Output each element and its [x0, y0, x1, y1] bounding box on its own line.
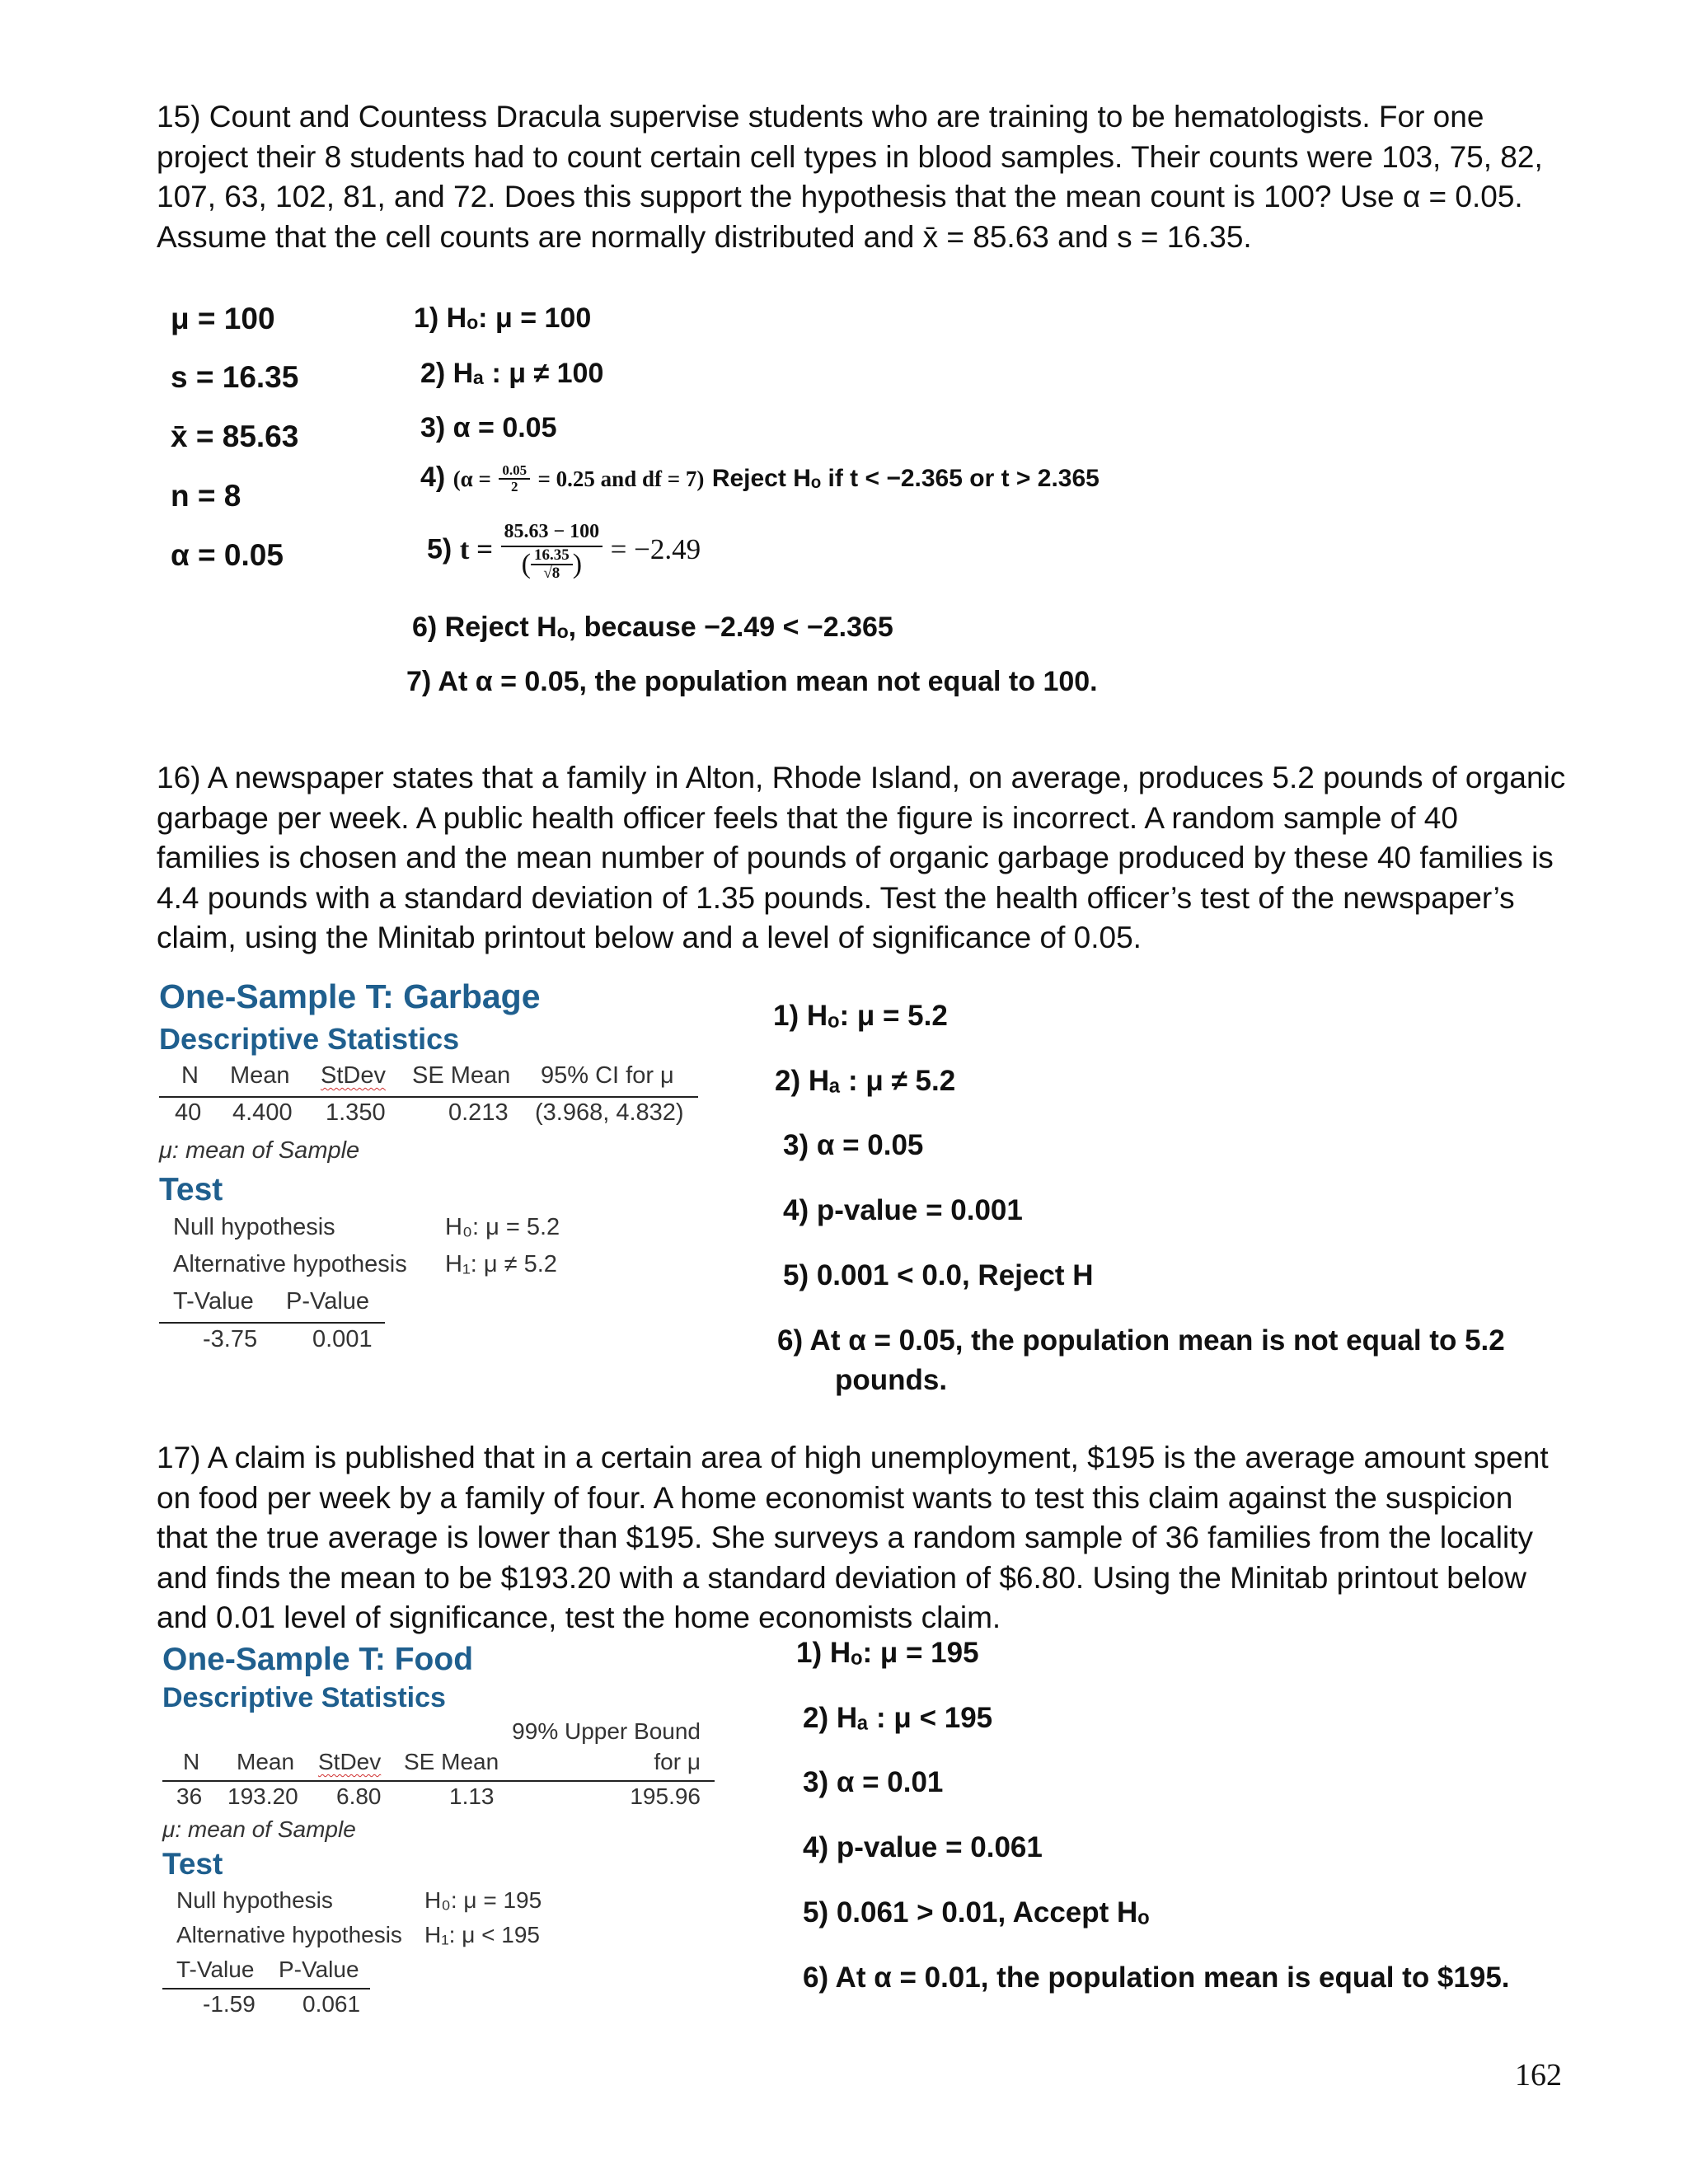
q15-step5-inner-den: √8	[543, 565, 560, 582]
q17-val-n: 36	[176, 1783, 203, 1809]
q16-step-3: 3) α = 0.05	[783, 1129, 924, 1161]
q16-val-ci: (3.968, 4.832)	[535, 1099, 684, 1126]
q16-step-2: 2) Hₐ : μ ≠ 5.2	[775, 1065, 956, 1097]
q16-val-n: 40	[175, 1099, 202, 1126]
q17-step-4: 4) p-value = 0.061	[803, 1831, 1043, 1863]
q15-step5-result: = −2.49	[610, 533, 701, 565]
q17-question	[157, 1438, 1558, 1638]
q16-null-label: Null hypothesis	[173, 1214, 335, 1240]
q16-step-1: 1) Hₒ: μ = 5.2	[773, 1000, 948, 1032]
page-number: 162	[1515, 2058, 1562, 2093]
q17-tvalue: -1.59	[203, 1991, 256, 2017]
q16-step-6: 6) At α = 0.05, the population mean is not equal to 5.2	[777, 1324, 1505, 1357]
q17-pvalue: 0.061	[302, 1991, 361, 2017]
q17-col-bound: for μ	[654, 1749, 701, 1774]
q16-step-4: 4) p-value = 0.001	[783, 1194, 1023, 1226]
q16-col-semean: SE Mean	[412, 1062, 511, 1089]
q17-col-stdev: StDev	[318, 1749, 382, 1774]
q15-line: project their 8 students had to count certain cell types in blood samples. Their counts were 103, 75, 82,	[157, 139, 1543, 174]
q17-pvalue-header: P-Value	[279, 1957, 359, 1982]
q16-val-stdev: 1.350	[326, 1099, 386, 1126]
q15-question	[157, 97, 1558, 257]
q15-step5-t: t =	[459, 533, 494, 565]
q15-step-7: 7) At α = 0.05, the population mean not equal to 100.	[406, 666, 1098, 697]
q17-line: 17) A claim is published that in a certain area of high unemployment, $195 is the average amount spent	[157, 1441, 1549, 1474]
q15-step4-fraction	[499, 463, 530, 494]
q16-line: families is chosen and the mean number of pounds of organic garbage produced by these 40 families is	[157, 841, 1554, 874]
q17-val-bound: 195.96	[630, 1783, 701, 1809]
q16-step-6-cont: pounds.	[835, 1364, 948, 1396]
q17-val-stdev: 6.80	[336, 1783, 382, 1809]
q17-step-3: 3) α = 0.01	[803, 1766, 944, 1798]
q15-step5-prefix: 5)	[427, 533, 452, 565]
q16-col-mean: Mean	[230, 1062, 290, 1089]
q15-line: 15) Count and Countess Dracula supervise students who are training to be hematologists. For one	[157, 100, 1484, 134]
q16-question	[157, 758, 1566, 958]
q16-null-value: H₀: μ = 5.2	[445, 1214, 560, 1240]
q17-step-5: 5) 0.061 > 0.01, Accept Hₒ	[803, 1896, 1150, 1929]
q15-given-s: s = 16.35	[171, 360, 299, 394]
q15-step-1: 1) Hₒ: μ = 100	[414, 302, 592, 334]
q17-desc-title: Descriptive Statistics	[162, 1682, 446, 1713]
q17-tvalue-header: T-Value	[176, 1957, 255, 1982]
q15-step5-inner-num: 16.35	[531, 547, 573, 565]
q16-col-n: N	[181, 1062, 199, 1089]
q15-step-2: 2) Hₐ : μ ≠ 100	[420, 358, 604, 389]
q16-val-mean: 4.400	[232, 1099, 293, 1126]
q16-line: claim, using the Minitab printout below and a level of significance of 0.05.	[157, 921, 1142, 954]
q16-desc-title: Descriptive Statistics	[159, 1022, 460, 1056]
q15-given-alpha: α = 0.05	[171, 538, 284, 572]
q15-step-6: 6) Reject Hₒ, because −2.49 < −2.365	[412, 612, 893, 643]
q17-step-2: 2) Hₐ : μ < 195	[803, 1702, 993, 1734]
q17-test-title: Test	[162, 1847, 223, 1881]
q15-step4-prefix: 4)	[420, 462, 446, 493]
q17-line: that the true average is lower than $195. She surveys a random sample of 36 families from the locality	[157, 1521, 1533, 1554]
q17-null-value: H₀: μ = 195	[424, 1887, 542, 1913]
q16-test-title: Test	[159, 1172, 223, 1207]
q16-col-stdev: StDev	[321, 1062, 386, 1089]
q15-step4-alpha-rest: = 0.25 and df = 7)	[537, 466, 705, 491]
q17-val-mean: 193.20	[227, 1783, 298, 1809]
q17-null-label: Null hypothesis	[176, 1887, 333, 1913]
q16-minitab-title: One-Sample T: Garbage	[159, 977, 541, 1015]
q17-col-n: N	[183, 1749, 200, 1774]
q15-step4-rule: Reject Hₒ if t < −2.365 or t > 2.365	[711, 465, 1100, 492]
q17-col-mean: Mean	[237, 1749, 295, 1774]
q16-pvalue: 0.001	[312, 1326, 373, 1352]
q15-step5-numerator: 85.63 − 100	[501, 518, 603, 547]
q16-tp-rule	[159, 1322, 385, 1324]
q16-tvalue: -3.75	[203, 1326, 258, 1352]
q15-given-mu: μ = 100	[171, 302, 275, 335]
q17-table-rule	[162, 1780, 715, 1782]
q17-val-semean: 1.13	[449, 1783, 495, 1809]
q17-line: on food per week by a family of four. A home economist wants to test this claim against the suspicion	[157, 1480, 1513, 1515]
q15-step5-fraction	[501, 518, 603, 582]
q16-line: 4.4 pounds with a standard deviation of 1.35 pounds. Test the health officer’s test of the newspaper’s	[157, 880, 1515, 915]
q15-step4-alpha-open: (α =	[452, 466, 491, 491]
q17-minitab-title: One-Sample T: Food	[162, 1642, 474, 1677]
q16-col-ci: 95% CI for μ	[541, 1062, 674, 1089]
q17-alt-value: H₁: μ < 195	[424, 1922, 540, 1947]
q15-step-5	[427, 518, 701, 582]
q16-line: 16) A newspaper states that a family in Alton, Rhode Island, on average, produces 5.2 pounds of organic	[157, 761, 1566, 794]
q17-step-1: 1) Hₒ: μ = 195	[796, 1637, 979, 1669]
q17-line: and 0.01 level of significance, test the home economists claim.	[157, 1601, 1001, 1634]
q15-step-3: 3) α = 0.05	[420, 412, 557, 443]
q16-val-semean: 0.213	[448, 1099, 509, 1126]
q17-bound-header: 99% Upper Bound	[512, 1718, 701, 1744]
q15-step4-frac-den: 2	[510, 479, 518, 495]
q15-step4-frac-num: 0.05	[499, 463, 530, 480]
q16-pvalue-header: P-Value	[286, 1288, 370, 1315]
q16-table-rule	[159, 1096, 698, 1098]
q16-line: garbage per week. A public health officer feels that the figure is incorrect. A random sample of 40	[157, 800, 1458, 835]
q15-step-4	[420, 462, 1100, 494]
q17-tp-rule	[162, 1988, 370, 1990]
q15-step5-denominator: ( $\frac{16.35}{√8}$ )	[521, 546, 583, 582]
q16-step-5: 5) 0.001 < 0.0, Reject H	[783, 1259, 1094, 1291]
q15-line: 107, 63, 102, 81, and 72. Does this support the hypothesis that the mean count is 100? Use α = 0.05.	[157, 180, 1523, 213]
q15-given-n: n = 8	[171, 479, 241, 513]
q17-mean-note: μ: mean of Sample	[162, 1816, 356, 1842]
q15-line: Assume that the cell counts are normally distributed and x̄ = 85.63 and s = 16.35.	[157, 219, 1252, 254]
q15-given-xbar: x̄ = 85.63	[171, 419, 299, 453]
q16-mean-note: μ: mean of Sample	[159, 1137, 360, 1164]
q16-alt-label: Alternative hypothesis	[173, 1251, 407, 1277]
q16-tvalue-header: T-Value	[173, 1288, 254, 1315]
q17-alt-label: Alternative hypothesis	[176, 1922, 402, 1947]
q17-col-semean: SE Mean	[404, 1749, 499, 1774]
q17-line: and finds the mean to be $193.20 with a standard deviation of $6.80. Using the Minitab printout below	[157, 1560, 1526, 1595]
q16-alt-value: H₁: μ ≠ 5.2	[445, 1251, 557, 1277]
q17-step-6: 6) At α = 0.01, the population mean is equal to $195.	[803, 1961, 1510, 1994]
